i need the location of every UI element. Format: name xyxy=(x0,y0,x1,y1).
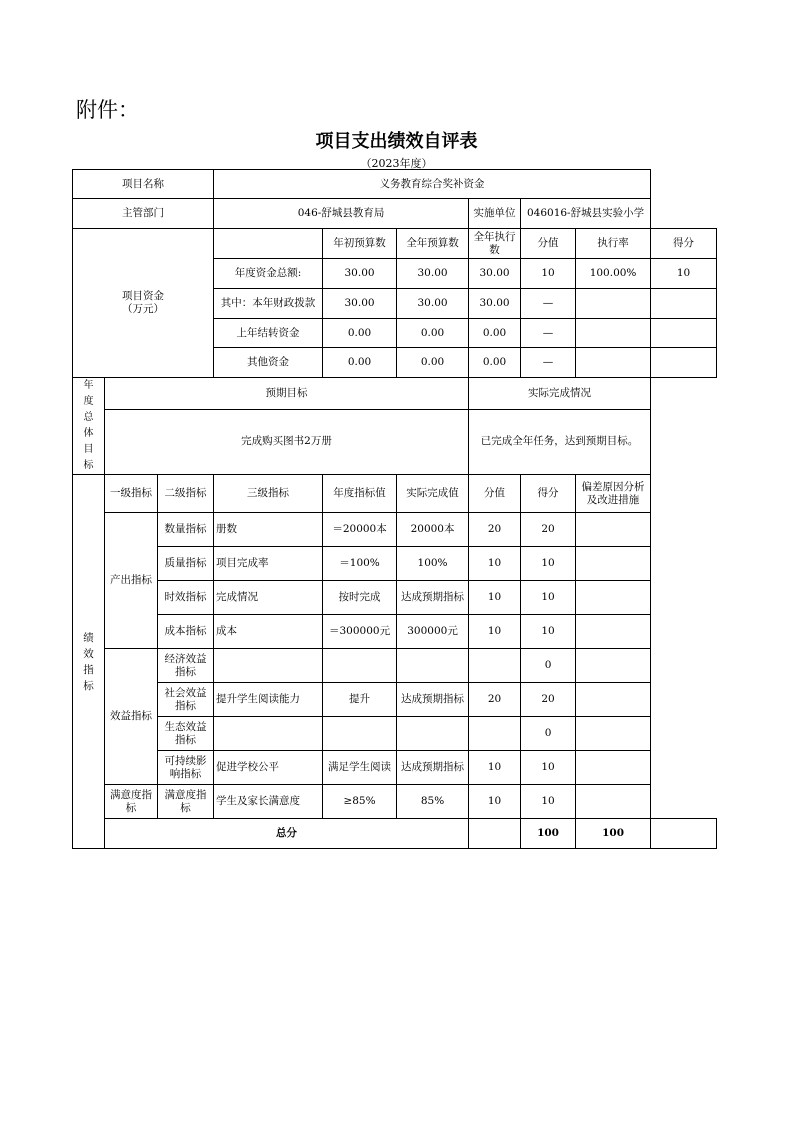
funds-cell: — xyxy=(521,348,576,378)
deviation-reason xyxy=(576,683,651,717)
actual-value xyxy=(397,717,469,751)
form-title: 项目支出绩效自评表 xyxy=(315,131,478,152)
score-value: 10 xyxy=(469,615,521,649)
l3-indicator: 册数 xyxy=(214,513,323,547)
funds-row-label: 上年结转资金 xyxy=(214,319,323,348)
indicator-row xyxy=(73,751,717,785)
l2-indicator: 满意度指标 xyxy=(158,785,214,819)
indicator-header: 二级指标 xyxy=(158,475,214,513)
target-value: ＝100% xyxy=(323,547,397,581)
target-value: 按时完成 xyxy=(323,581,397,615)
indicator-header: 一级指标 xyxy=(105,475,158,513)
l2-indicator: 时效指标 xyxy=(158,581,214,615)
target-value xyxy=(323,649,397,683)
funds-cell: — xyxy=(521,289,576,319)
funds-cell: 0.00 xyxy=(397,319,469,348)
score-value: 10 xyxy=(469,581,521,615)
output-indicator-label: 产出指标 xyxy=(105,513,158,649)
total-row xyxy=(73,819,717,849)
indicator-row xyxy=(73,649,717,683)
actual-value: 100% xyxy=(397,547,469,581)
funds-cell xyxy=(651,289,717,319)
funds-cell: 30.00 xyxy=(469,289,521,319)
l3-indicator: 提升学生阅读能力 xyxy=(214,683,323,717)
goals-header-row xyxy=(73,378,717,410)
deviation-reason xyxy=(576,717,651,751)
funds-cell: 0.00 xyxy=(397,348,469,378)
indicators-label: 绩 效 指 标 xyxy=(73,475,105,849)
funds-cell xyxy=(651,348,717,378)
total-score: 100 xyxy=(576,819,651,849)
l2-indicator: 成本指标 xyxy=(158,615,214,649)
funds-cell: 30.00 xyxy=(323,259,397,289)
satisfaction-indicator-label: 满意度指标 xyxy=(105,785,158,819)
score: 0 xyxy=(521,649,576,683)
score: 0 xyxy=(521,717,576,751)
l3-indicator xyxy=(214,717,323,751)
indicator-header: 实际完成值 xyxy=(397,475,469,513)
total-reason-blank xyxy=(651,819,717,849)
l3-indicator xyxy=(214,649,323,683)
funds-cell: 10 xyxy=(651,259,717,289)
score-value: 10 xyxy=(469,547,521,581)
actual-value: 达成预期指标 xyxy=(397,581,469,615)
funds-row-label: 其他资金 xyxy=(214,348,323,378)
score: 10 xyxy=(521,581,576,615)
score: 10 xyxy=(521,615,576,649)
funds-header-blank xyxy=(214,229,323,259)
goals-label: 年 度 总 体 目 标 xyxy=(73,378,105,475)
funds-cell xyxy=(576,319,651,348)
indicator-header: 得分 xyxy=(521,475,576,513)
score: 10 xyxy=(521,785,576,819)
score: 20 xyxy=(521,513,576,547)
score-value xyxy=(469,717,521,751)
score: 10 xyxy=(521,751,576,785)
funds-cell: 30.00 xyxy=(469,259,521,289)
funds-cell: 30.00 xyxy=(323,289,397,319)
deviation-reason xyxy=(576,751,651,785)
l3-indicator: 学生及家长满意度 xyxy=(214,785,323,819)
score: 10 xyxy=(521,547,576,581)
score-value: 20 xyxy=(469,513,521,547)
department-row xyxy=(73,199,717,229)
score-value: 20 xyxy=(469,683,521,717)
l3-indicator: 促进学校公平 xyxy=(214,751,323,785)
benefit-indicator-label: 效益指标 xyxy=(105,649,158,785)
funds-cell xyxy=(576,348,651,378)
funds-cell: 0.00 xyxy=(323,319,397,348)
indicator-header: 年度指标值 xyxy=(323,475,397,513)
indicator-row xyxy=(73,547,717,581)
funds-row-label: 其中：本年财政拨款 xyxy=(214,289,323,319)
target-value: ≥85% xyxy=(323,785,397,819)
funds-row-label: 年度资金总额: xyxy=(214,259,323,289)
goals-content-row xyxy=(73,409,717,474)
total-value: 100 xyxy=(521,819,576,849)
deviation-reason xyxy=(576,649,651,683)
score-value: 10 xyxy=(469,785,521,819)
funds-cell: — xyxy=(521,319,576,348)
target-value: 提升 xyxy=(323,683,397,717)
score-value xyxy=(469,649,521,683)
indicator-row xyxy=(73,513,717,547)
actual-value: 达成预期指标 xyxy=(397,683,469,717)
funds-cell: 30.00 xyxy=(397,259,469,289)
target-value: 满足学生阅读 xyxy=(323,751,397,785)
actual-value: 300000元 xyxy=(397,615,469,649)
funds-header: 年初预算数 xyxy=(323,229,397,259)
funds-header: 执行率 xyxy=(576,229,651,259)
funds-cell: 10 xyxy=(521,259,576,289)
deviation-reason xyxy=(576,547,651,581)
l2-indicator: 社会效益指标 xyxy=(158,683,214,717)
l2-indicator: 生态效益指标 xyxy=(158,717,214,751)
form-year: （2023年度） xyxy=(360,157,433,170)
actual-value: 85% xyxy=(397,785,469,819)
actual-goal: 已完成全年任务，达到预期目标。 xyxy=(469,409,651,474)
deviation-reason xyxy=(576,615,651,649)
funds-cell xyxy=(651,319,717,348)
total-blank xyxy=(469,819,521,849)
deviation-reason xyxy=(576,513,651,547)
deviation-reason xyxy=(576,785,651,819)
indicator-row xyxy=(73,615,717,649)
l2-indicator: 数量指标 xyxy=(158,513,214,547)
l3-indicator: 成本 xyxy=(214,615,323,649)
funds-header-row xyxy=(73,229,717,259)
funds-cell: 0.00 xyxy=(469,348,521,378)
dept-value: 046-舒城县教育局 xyxy=(214,199,469,229)
project-name-row xyxy=(73,170,717,199)
funds-header: 全年预算数 xyxy=(397,229,469,259)
score: 20 xyxy=(521,683,576,717)
expected-goal-label: 预期目标 xyxy=(105,378,469,410)
indicator-row xyxy=(73,785,717,819)
indicator-header: 三级指标 xyxy=(214,475,323,513)
funds-header: 分值 xyxy=(521,229,576,259)
actual-value: 达成预期指标 xyxy=(397,751,469,785)
target-value: ＝300000元 xyxy=(323,615,397,649)
actual-goal-label: 实际完成情况 xyxy=(469,378,651,410)
funds-cell: 100.00% xyxy=(576,259,651,289)
l2-indicator: 可持续影响指标 xyxy=(158,751,214,785)
funds-label: 项目资金 （万元） xyxy=(73,229,214,378)
indicator-row xyxy=(73,717,717,751)
indicator-header: 分值 xyxy=(469,475,521,513)
target-value xyxy=(323,717,397,751)
funds-cell: 0.00 xyxy=(323,348,397,378)
indicator-row xyxy=(73,683,717,717)
l2-indicator: 经济效益指标 xyxy=(158,649,214,683)
attachment-label: 附件： xyxy=(76,98,139,122)
actual-value xyxy=(397,649,469,683)
dept-label: 主管部门 xyxy=(73,199,214,229)
funds-header: 得分 xyxy=(651,229,717,259)
total-label: 总分 xyxy=(105,819,469,849)
funds-cell: 30.00 xyxy=(397,289,469,319)
deviation-reason xyxy=(576,581,651,615)
evaluation-table xyxy=(72,169,717,849)
funds-header: 全年执行数 xyxy=(469,229,521,259)
actual-value: 20000本 xyxy=(397,513,469,547)
indicator-row xyxy=(73,581,717,615)
funds-cell xyxy=(576,289,651,319)
funds-cell: 0.00 xyxy=(469,319,521,348)
score-value: 10 xyxy=(469,751,521,785)
l2-indicator: 质量指标 xyxy=(158,547,214,581)
unit-value: 046016-舒城县实验小学 xyxy=(521,199,651,229)
unit-label: 实施单位 xyxy=(469,199,521,229)
target-value: ＝20000本 xyxy=(323,513,397,547)
l3-indicator: 项目完成率 xyxy=(214,547,323,581)
indicator-header: 偏差原因分析及改进措施 xyxy=(576,475,651,513)
expected-goal: 完成购买图书2万册 xyxy=(105,409,469,474)
project-name-label: 项目名称 xyxy=(73,170,214,199)
indicator-header-row xyxy=(73,475,717,513)
project-name-value: 义务教育综合奖补资金 xyxy=(214,170,651,199)
l3-indicator: 完成情况 xyxy=(214,581,323,615)
